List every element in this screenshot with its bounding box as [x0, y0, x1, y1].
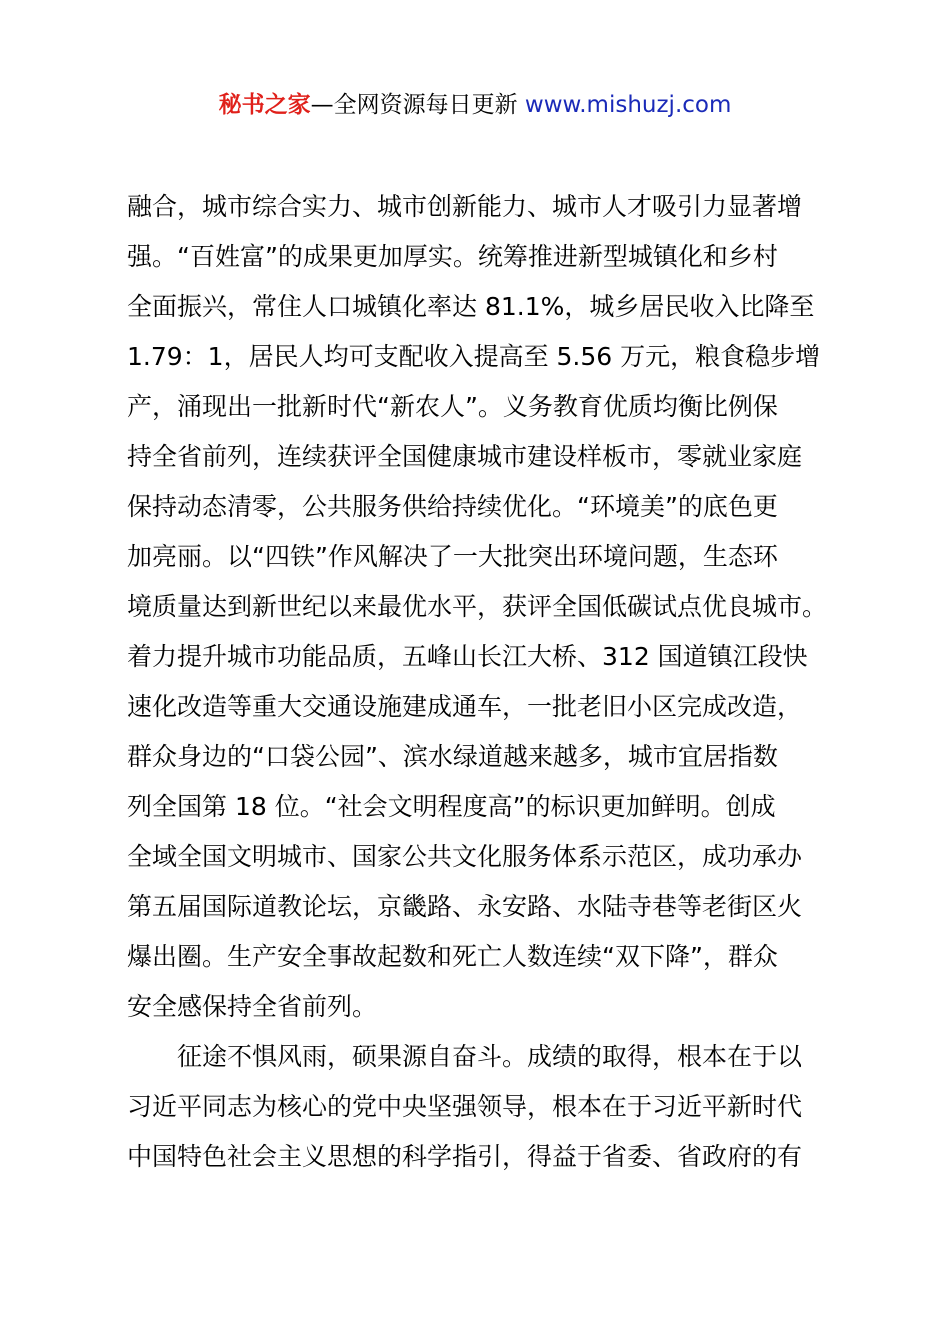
header-tagline: —全网资源每日更新 [310, 92, 525, 118]
text-line: 征途不惧风雨，硕果源自奋斗。成绩的取得，根本在于以 [127, 1042, 803, 1071]
text-line: 第五届国际道教论坛，京畿路、永安路、水陆寺巷等老街区火 [127, 892, 803, 921]
text-line: 着力提升城市功能品质，五峰山长江大桥、312 国道镇江段快 [127, 642, 808, 671]
text-line: 1.79：1，居民人均可支配收入提高至 5.56 万元，粮食稳步增 [127, 342, 821, 371]
site-header [0, 88, 950, 122]
text-line: 加亮丽。以“四铁”作风解决了一大批突出环境问题，生态环 [127, 542, 778, 571]
text-line: 列全国第 18 位。“社会文明程度高”的标识更加鲜明。创成 [127, 792, 776, 821]
document-body [127, 182, 847, 1182]
text-line: 境质量达到新世纪以来最优水平，获评全国低碳试点优良城市。 [127, 592, 828, 621]
brand-name: 秘书之家 [218, 92, 311, 118]
paragraph-1 [127, 182, 847, 1032]
text-line: 全域全国文明城市、国家公共文化服务体系示范区，成功承办 [127, 842, 803, 871]
text-line: 安全感保持全省前列。 [127, 992, 378, 1021]
text-line: 持全省前列，连续获评全国健康城市建设样板市，零就业家庭 [127, 442, 803, 471]
site-url-link[interactable]: www.mishuzj.com [524, 92, 732, 118]
text-line: 速化改造等重大交通设施建成通车，一批老旧小区完成改造， [127, 692, 803, 721]
text-line: 全面振兴，常住人口城镇化率达 81.1%，城乡居民收入比降至 [127, 292, 815, 321]
text-line: 产，涌现出一批新时代“新农人”。义务教育优质均衡比例保 [127, 392, 778, 421]
text-line: 习近平同志为核心的党中央坚强领导，根本在于习近平新时代 [127, 1092, 803, 1121]
paragraph-2 [127, 1032, 847, 1182]
text-line: 群众身边的“口袋公园”、滨水绿道越来越多，城市宜居指数 [127, 742, 778, 771]
text-line: 强。“百姓富”的成果更加厚实。统筹推进新型城镇化和乡村 [127, 242, 778, 271]
text-line: 保持动态清零，公共服务供给持续优化。“环境美”的底色更 [127, 492, 778, 521]
text-line: 中国特色社会主义思想的科学指引，得益于省委、省政府的有 [127, 1142, 803, 1171]
text-line: 融合，城市综合实力、城市创新能力、城市人才吸引力显著增 [127, 192, 803, 221]
text-line: 爆出圈。生产安全事故起数和死亡人数连续“双下降”，群众 [127, 942, 778, 971]
